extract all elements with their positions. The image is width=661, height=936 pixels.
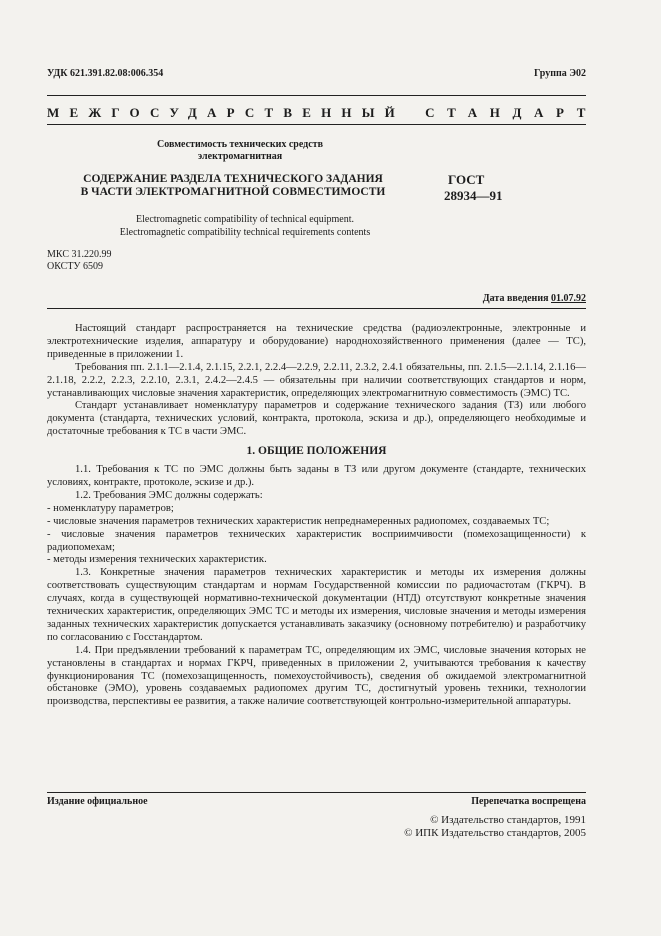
date-label: Дата введения xyxy=(482,293,549,304)
standard-type-banner xyxy=(47,105,598,121)
english-title-line2: Electromagnetic compatibility technical requirements contents xyxy=(119,227,371,238)
title-line2: В ЧАСТИ ЭЛЕКТРОМАГНИТНОЙ СОВМЕСТИМОСТИ xyxy=(80,186,386,198)
list-item: - числовые значения параметров технических характеристик непреднамеренных радиопомех, создаваемых ТС; xyxy=(47,515,550,527)
banner-rule xyxy=(47,124,586,125)
effective-date xyxy=(483,293,586,304)
subject-line1: Совместимость технических средств xyxy=(157,139,323,150)
footer-rule xyxy=(47,792,586,793)
reprint-notice: Перепечатка воспрещена xyxy=(471,796,586,807)
udk-code: УДК 621.391.82.08:006.354 xyxy=(47,68,164,79)
title-line1: СОДЕРЖАНИЕ РАЗДЕЛА ТЕХНИЧЕСКОГО ЗАДАНИЯ xyxy=(83,173,383,185)
clause-1-3: 1.3. Конкретные значения параметров технических характеристик и методы их измерения должны соответствовать существующим стандартам и нормам Государственной комиссии по радиочастотам (ГКРЧ). В случаях, когда в существующей нормативно-технической документации (НТД) отсутствуют конкретные значения технических характеристик, определяющих ЭМС ТС и методы их измерения, числовые значения и методы измерения заданных технических характеристик допускается устанавливать заказчику (основному потребителю) и разработчику по согласованию с Госстандартом. xyxy=(47,567,586,643)
official-edition: Издание официальное xyxy=(47,796,148,807)
list-item: - числовые значения параметров технических характеристик восприимчивости (помехозащищенности) к радиопомехам; xyxy=(47,528,586,553)
top-rule xyxy=(47,95,586,96)
copyright-line1: © Издательство стандартов, 1991 xyxy=(430,814,586,826)
date-rule xyxy=(47,308,586,309)
english-title-line1: Electromagnetic compatibility of technical equipment. xyxy=(136,214,354,225)
date-value: 01.07.92 xyxy=(551,293,586,304)
intro-paragraph: Стандарт устанавливает номенклатуру параметров и содержание технического задания (ТЗ) или любого документа (стандарта, технических условий, контракта, протокола, эскиза и др.), определяющего необходимые и достаточные требования к ТС в части ЭМС. xyxy=(47,400,586,438)
clause-1-1: 1.1. Требования к ТС по ЭМС должны быть заданы в ТЗ или другом документе (стандарте, технических условиях, контракте, протоколе, эскизе и др.). xyxy=(47,464,586,488)
document-body xyxy=(47,323,586,709)
subject-line2: электромагнитная xyxy=(197,151,283,162)
document-title xyxy=(58,173,408,199)
okstu-code: ОКСТУ 6509 xyxy=(47,261,104,272)
intro-paragraph: Настоящий стандарт распространяется на технические средства (радиоэлектронные, электронные и электротехнические изделия, аппаратуру и оборудование) народнохозяйственного применения (далее — ТС), приведенные в приложении 1. xyxy=(47,323,586,360)
mks-code: МКС 31.220.99 xyxy=(47,249,112,260)
copyright-line2: © ИПК Издательство стандартов, 2005 xyxy=(404,826,586,839)
clause-1-2: 1.2. Требования ЭМС должны содержать: xyxy=(75,489,263,501)
gost-label: ГОСТ xyxy=(448,172,485,187)
standard-type-word1: МЕЖГОСУДАРСТВЕННЫЙ xyxy=(47,105,405,120)
gost-number: 28934—91 xyxy=(444,188,503,203)
subject xyxy=(130,139,350,163)
list-item: - методы измерения технических характеристик. xyxy=(47,554,267,566)
group-code: Группа Э02 xyxy=(534,68,586,79)
copyright xyxy=(404,814,586,839)
english-title xyxy=(90,213,400,239)
list-item: - номенклатуру параметров; xyxy=(47,502,174,514)
standard-type-word2: СТАНДАРТ xyxy=(425,105,598,120)
gost-designation xyxy=(444,172,503,204)
section-heading: 1. ОБЩИЕ ПОЛОЖЕНИЯ xyxy=(246,445,387,458)
clause-1-4: 1.4. При предъявлении требований к параметрам ТС, определяющим их ЭМС, числовые значения которых не установлены в стандартах и нормах ГКРЧ, приведенных в приложении 2, учитываются требования к качеству функционирования ТС (помехозащищенность, помехоустойчивость), сведения об ожидаемой электромагнитной обстановке (ЭМО), уровень создаваемых радиопомех другим ТС, достигнутый уровень техники, технологии производства, перспективы ее развития, а также наличие соответствующей контрольно-измерительной аппаратуры. xyxy=(47,644,586,708)
classification-codes xyxy=(47,249,111,273)
intro-paragraph: Требования пп. 2.1.1—2.1.4, 2.1.15, 2.2.1, 2.2.4—2.2.9, 2.2.11, 2.3.2, 2.4.1 обязательны, пп. 2.1.5—2.1.14, 2.1.16—2.1.18, 2.2.2, 2.2.3, 2.2.10, 2.3.1, 2.4.2—2.4.5 — обязательны при наличии соответствующих стандартов и норм, устанавливающих числовые значения характеристик, определяющих электромагнитную совместимость (ЭМС) ТС. xyxy=(47,361,586,399)
